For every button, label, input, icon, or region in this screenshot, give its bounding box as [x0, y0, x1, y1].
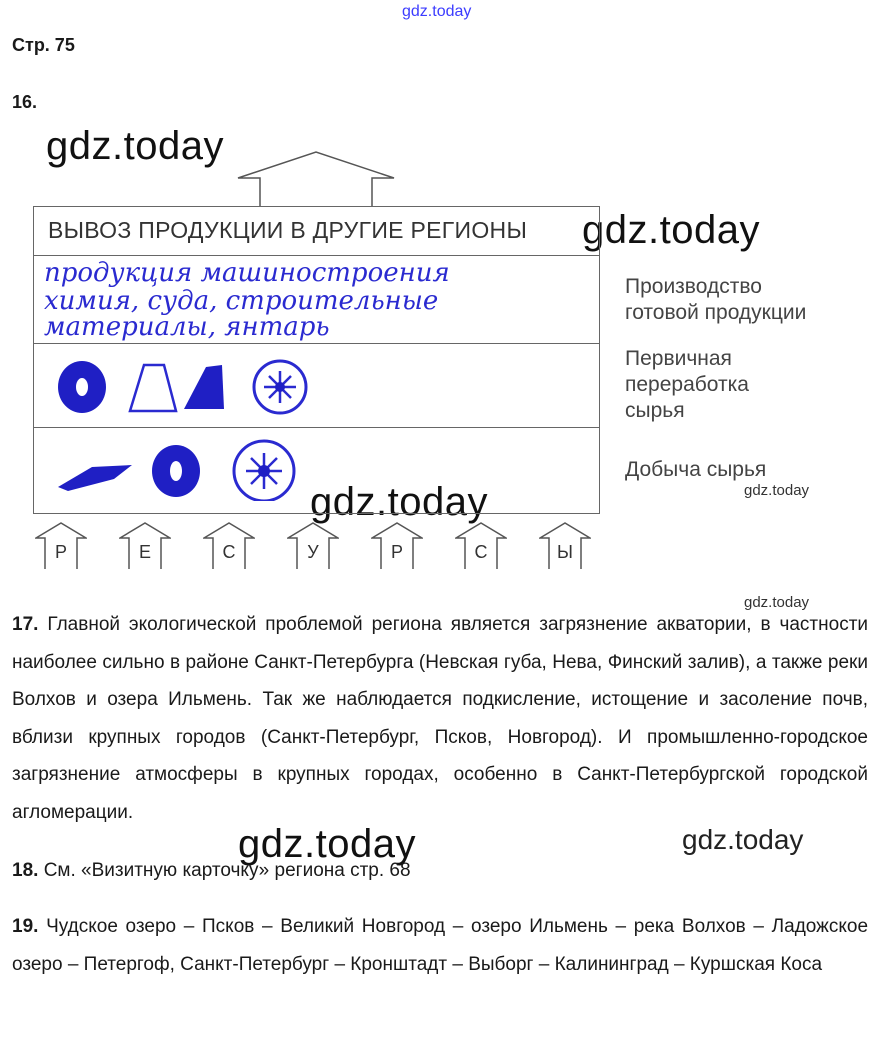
handwriting-line-2: химия, суда, строительные: [44, 286, 439, 316]
handwriting-line-1: продукция машиностроения: [44, 258, 450, 288]
resource-flow-diagram: [33, 206, 600, 514]
task18-paragraph: [12, 852, 868, 890]
watermark-medium: gdz.today: [682, 824, 804, 855]
task19-paragraph: [12, 908, 868, 983]
task17-number: 17.: [12, 614, 39, 635]
watermark-big-3: gdz.today: [310, 480, 488, 524]
trapezoid-filled-icon: [184, 365, 224, 409]
parallelogram-symbol-icon: [58, 465, 132, 491]
resource-arrow-4: У: [287, 522, 339, 570]
row-divider-2: [34, 343, 599, 344]
extraction-symbols: [52, 439, 372, 501]
resource-arrow-6: С: [455, 522, 507, 570]
watermark-big-2: gdz.today: [582, 208, 760, 252]
task19-number: 19.: [12, 916, 39, 937]
resource-arrow-5: Р: [371, 522, 423, 570]
watermark-top: gdz.today: [402, 3, 472, 20]
page-title: Стр. 75: [12, 35, 75, 55]
label-finished-products: Производство готовой продукции: [625, 275, 807, 324]
resource-arrow-1: Р: [35, 522, 87, 570]
resource-arrow-2: Е: [119, 522, 171, 570]
trapezoid-outline-icon: [130, 365, 176, 411]
task16-number: 16.: [12, 92, 38, 112]
export-row-title: ВЫВОЗ ПРОДУКЦИИ В ДРУГИЕ РЕГИОНЫ: [48, 217, 528, 243]
watermark-small-1: gdz.today: [744, 482, 810, 499]
row-divider-3: [34, 427, 599, 428]
task18-text: См. «Визитную карточку» региона стр. 68: [43, 860, 411, 881]
resource-arrow-3: С: [203, 522, 255, 570]
label-primary-processing: Первичная переработка сырья: [625, 347, 749, 422]
row-divider-1: [34, 255, 599, 256]
watermark-big-1: gdz.today: [46, 124, 224, 168]
primary-processing-symbols: [52, 357, 372, 417]
task17-text: Главной экологической проблемой региона является загрязнение акватории, в частности наиболее сильно в районе Санкт-Петербурга (Невская губа, Нева, Финский залив), а также реки Волхов и озера Ильмень. Так же наблюдается подкисление, истощение и засоление почв, вблизи крупных городов (Санкт-Петербург, Псков, Новгород). И промышленно-городское загрязнение атмосферы в крупных городах, особенно в Санкт-Петербургской городской агломерации.: [12, 614, 869, 823]
watermark-big-4: gdz.today: [238, 822, 416, 866]
export-arrow-icon: [236, 150, 396, 208]
task18-number: 18.: [12, 860, 39, 881]
label-extraction: Добыча сырья: [625, 458, 767, 481]
task19-text: Чудское озеро – Псков – Великий Новгород – озеро Ильмень – река Волхов – Ладожское озеро – Петергоф, Санкт-Петербург – Кронштадт – Выборг – Калининград – Куршская Коса: [12, 916, 869, 975]
handwriting-line-3: материалы, янтарь: [44, 312, 330, 342]
watermark-small-2: gdz.today: [744, 594, 810, 611]
resource-arrow-7: Ы: [539, 522, 591, 570]
task17-paragraph: [12, 606, 868, 832]
